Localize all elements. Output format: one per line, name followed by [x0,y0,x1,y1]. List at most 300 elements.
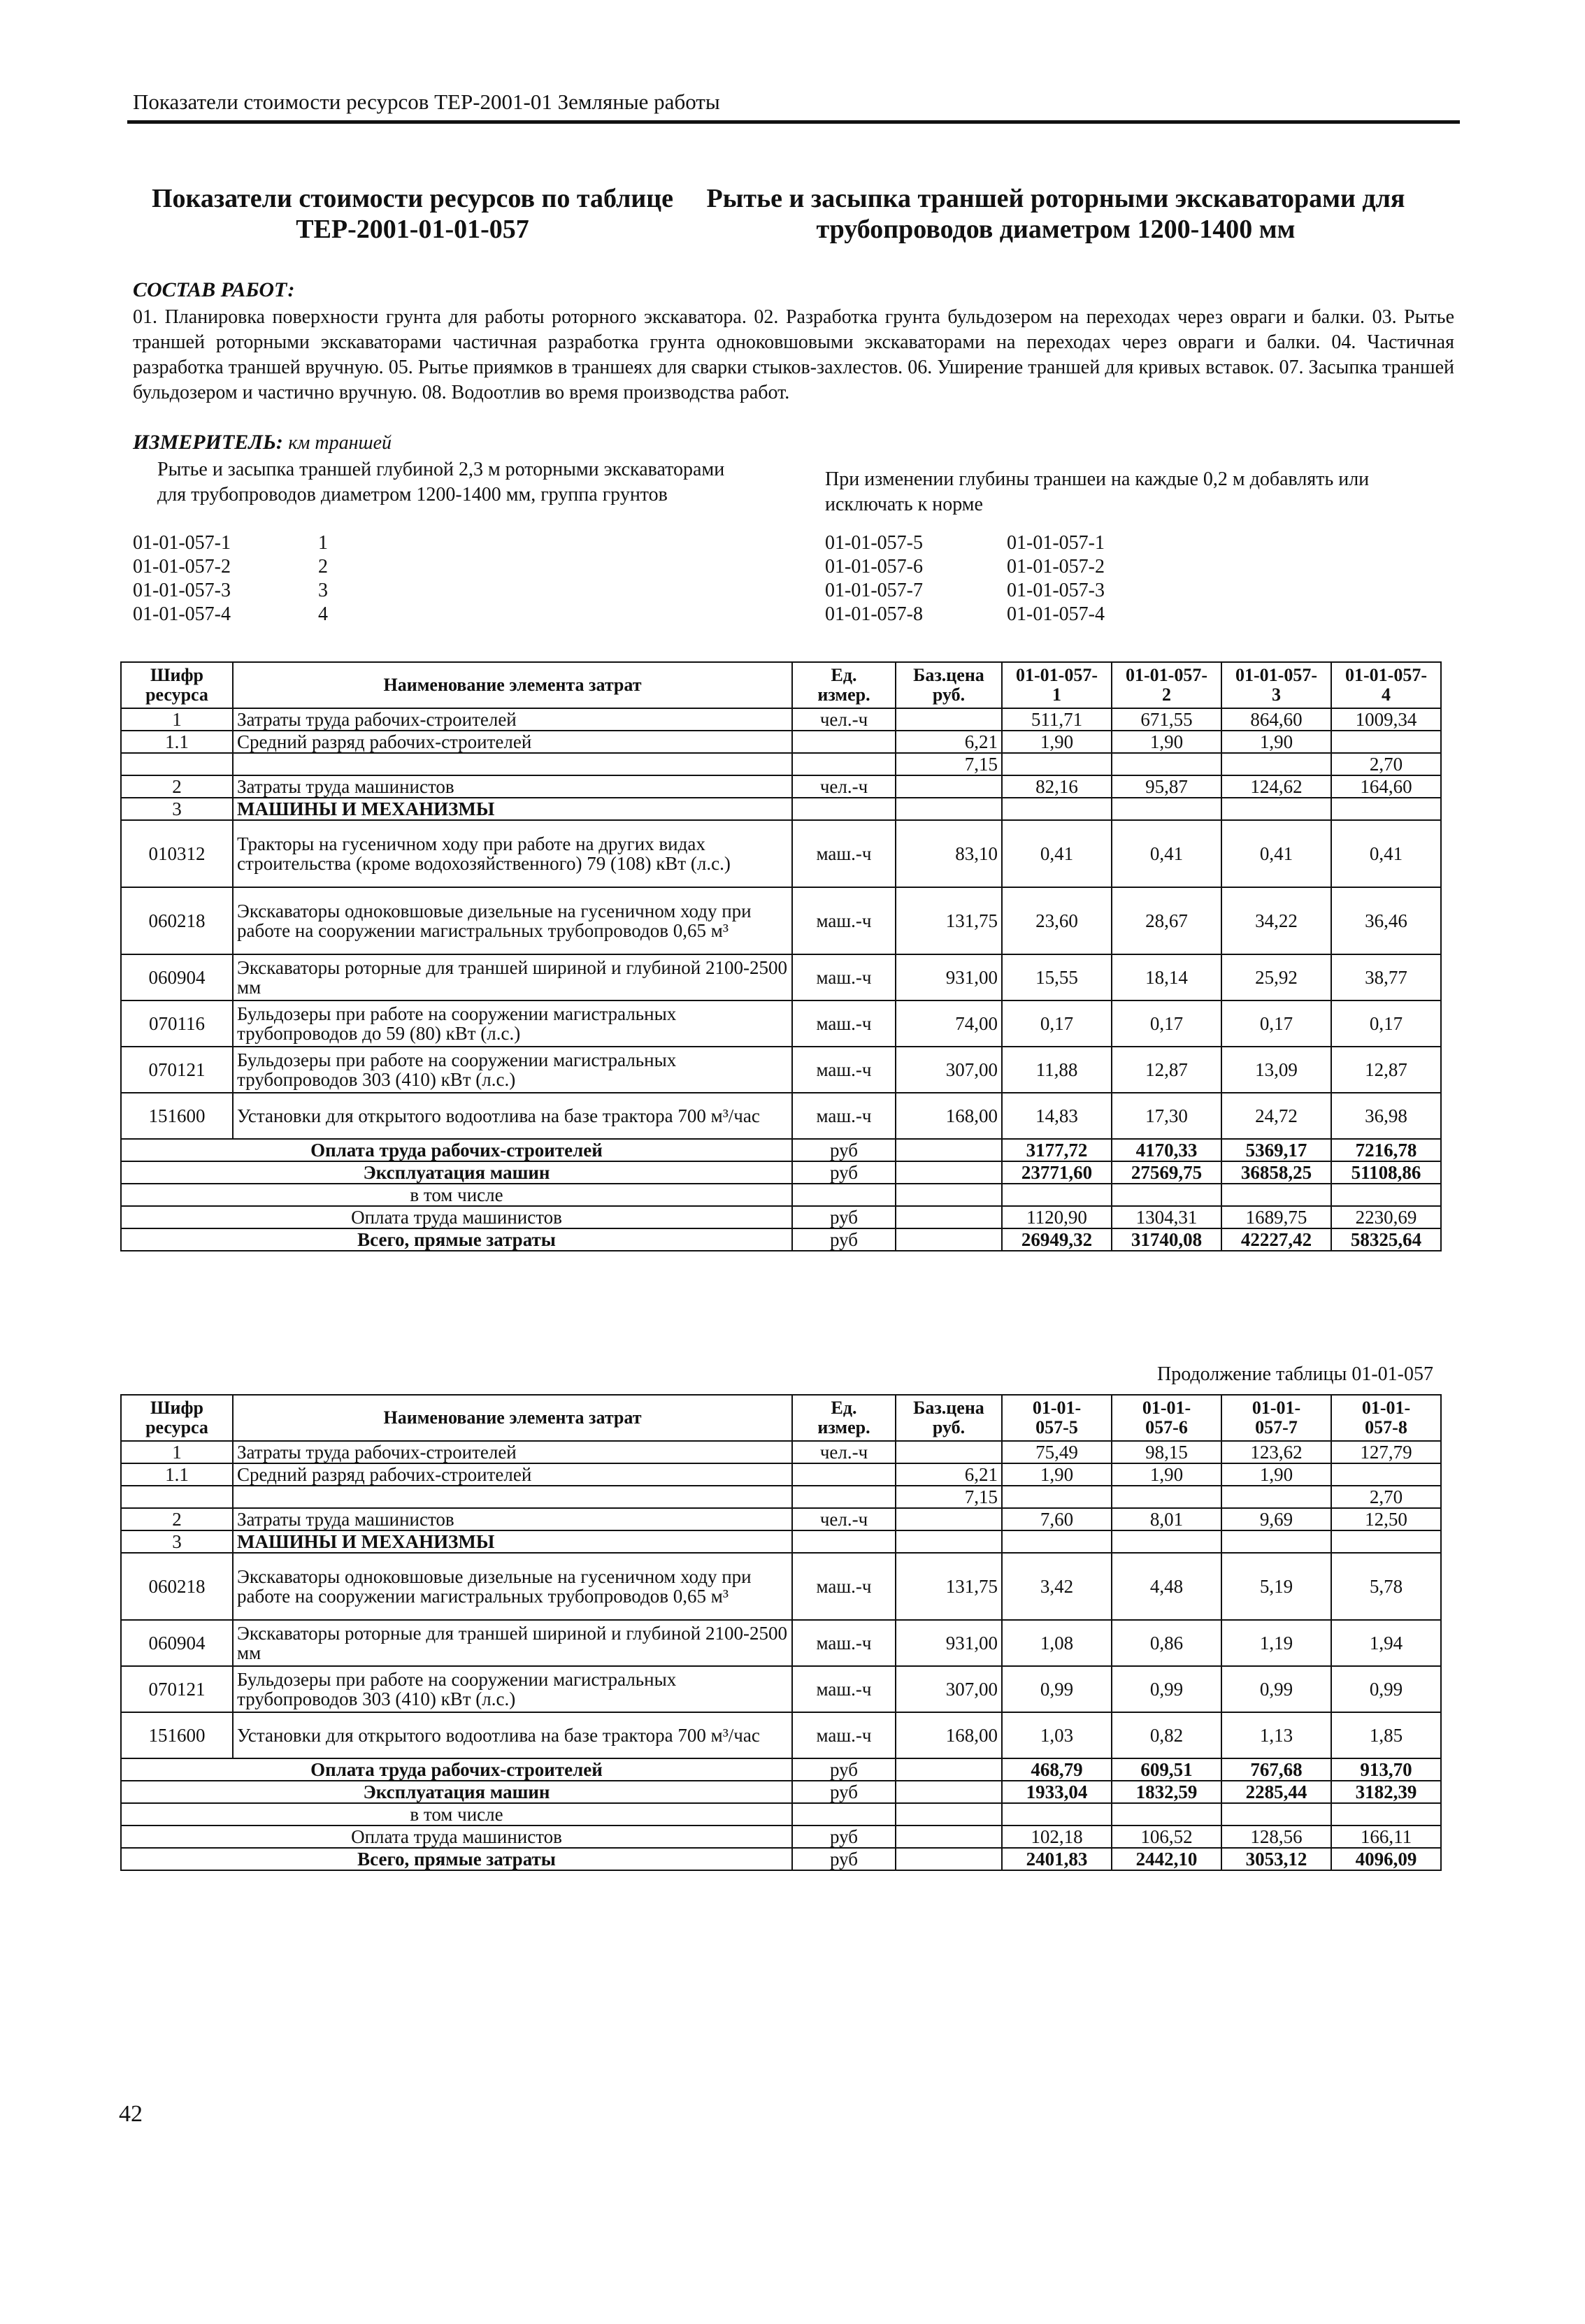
total-col-3: 2285,44 [1221,1781,1331,1803]
value-col-2: 1,90 [1112,731,1221,753]
value-col-4: 1009,34 [1331,708,1441,731]
total-label: Оплата труда рабочих-строителей [121,1139,792,1161]
total-col-3 [1221,1184,1331,1206]
header-col-line2: 4 [1382,684,1391,705]
value-col-4 [1331,798,1441,820]
total-row [121,1228,1441,1251]
value-col-1: 82,16 [1002,775,1112,798]
resource-code: 060218 [121,1553,233,1620]
base-price: 131,75 [896,1553,1002,1620]
base-price: 168,00 [896,1093,1002,1139]
value-col-3 [1221,1486,1331,1508]
unit: маш.-ч [792,820,896,887]
resource-name: Бульдозеры при работе на сооружении магистральных трубопроводов 303 (410) кВт (л.с.) [233,1047,792,1093]
total-col-1: 23771,60 [1002,1161,1112,1184]
header-col-line1: 01-01-057- [1126,665,1207,685]
value-col-3: 34,22 [1221,887,1331,954]
value-col-2: 0,17 [1112,1000,1221,1047]
table-row [121,731,1441,753]
total-row [121,1184,1441,1206]
header-price-line2: руб. [932,1417,966,1437]
resource-name: МАШИНЫ И МЕХАНИЗМЫ [233,1530,792,1553]
header-col-line1: 01-01-057- [1016,665,1098,685]
base-price: 307,00 [896,1666,1002,1712]
resource-code [121,1486,233,1508]
total-row [121,1826,1441,1848]
value-col-3: 13,09 [1221,1047,1331,1093]
resource-name: Затраты труда рабочих-строителей [233,708,792,731]
value-col-4: 38,77 [1331,954,1441,1000]
soil-group: 3 [318,580,328,601]
table-row [121,820,1441,887]
total-col-4: 166,11 [1331,1826,1441,1848]
value-col-2: 0,86 [1112,1620,1221,1666]
header-code [121,1395,233,1441]
header-name-line1: Наименование элемента затрат [383,675,642,695]
title-left: Показатели стоимости ресурсов по таблице ТЕР-2001-01-01-057 [151,184,674,244]
unit: маш.-ч [792,1620,896,1666]
code-row [825,603,1105,626]
total-col-3: 128,56 [1221,1826,1331,1848]
header-col-line2: 2 [1162,684,1171,705]
total-label: Оплата труда рабочих-строителей [121,1758,792,1781]
code: 01-01-057-6 [825,556,923,578]
value-col-3: 25,92 [1221,954,1331,1000]
value-col-3 [1221,798,1331,820]
resource-code: 060904 [121,1620,233,1666]
value-col-3: 0,17 [1221,1000,1331,1047]
value-col-3: 1,90 [1221,731,1331,753]
value-col-1: 1,90 [1002,731,1112,753]
value-col-3: 123,62 [1221,1441,1331,1463]
resource-code: 3 [121,1530,233,1553]
base-price [896,1530,1002,1553]
header-col-line1: 01-01- [1142,1398,1191,1418]
value-col-2: 0,41 [1112,820,1221,887]
value-col-4: 127,79 [1331,1441,1441,1463]
resource-name: Затраты труда машинистов [233,1508,792,1530]
table-row [121,1486,1441,1508]
total-row [121,1758,1441,1781]
base-price: 931,00 [896,1620,1002,1666]
value-col-4: 2,70 [1331,1486,1441,1508]
value-col-2: 98,15 [1112,1441,1221,1463]
table-row [121,1508,1441,1530]
header-unit-line1: Ед. [831,1398,857,1418]
unit [792,1463,896,1486]
total-col-2 [1112,1803,1221,1826]
total-label: Оплата труда машинистов [121,1826,792,1848]
works-text: 01. Планировка поверхности грунта для работы роторного экскаватора. 02. Разработка грунта бульдозером на переходах через овраги и балки. 03. Рытье траншей роторными экскаваторами частичная разработка грунта одноковшовыми экскаваторами на переходах через овраги и балки. 04. Частичная разработка траншей вручную. 05. Рытье приямков в траншеях для сварки стыков-захлестов. 06. Уширение траншей для кривых вставок. 07. Засыпка траншей бульдозером и частично вручную. 08. Водоотлив во время производства работ. [133,306,1454,403]
value-col-1: 11,88 [1002,1047,1112,1093]
total-col-1 [1002,1184,1112,1206]
header-code-line1: Шифр [150,1398,203,1418]
header-col-3 [1221,662,1331,708]
description-left: Рытье и засыпка траншей глубиной 2,3 м роторными экскаваторами для трубопроводов диаметром 1200-1400 мм, группа грунтов [157,459,725,505]
base-price: 6,21 [896,731,1002,753]
table-row [121,1047,1441,1093]
resource-code: 1 [121,708,233,731]
base-code: 01-01-057-1 [1007,532,1105,554]
header-col-4 [1331,662,1441,708]
unit: маш.-ч [792,1093,896,1139]
value-col-3: 5,19 [1221,1553,1331,1620]
unit: маш.-ч [792,954,896,1000]
unit [792,798,896,820]
total-col-4: 3182,39 [1331,1781,1441,1803]
resource-name: Затраты труда рабочих-строителей [233,1441,792,1463]
resource-code: 3 [121,798,233,820]
table-row [121,1530,1441,1553]
header-col-line1: 01-01-057- [1235,665,1317,685]
value-col-4: 0,17 [1331,1000,1441,1047]
header-col-line2: 057-7 [1255,1417,1298,1437]
value-col-3: 9,69 [1221,1508,1331,1530]
unit: чел.-ч [792,708,896,731]
total-unit: руб [792,1228,896,1251]
resource-code [121,753,233,775]
soil-group: 1 [318,532,328,554]
value-col-2 [1112,798,1221,820]
meter-label: ИЗМЕРИТЕЛЬ: [133,431,283,454]
value-col-3: 1,13 [1221,1712,1331,1758]
header-col-3 [1221,1395,1331,1441]
total-col-2 [1112,1184,1221,1206]
base-price: 307,00 [896,1047,1002,1093]
header-code-line2: ресурса [145,684,208,705]
total-unit: руб [792,1758,896,1781]
value-col-1: 0,41 [1002,820,1112,887]
total-col-1: 3177,72 [1002,1139,1112,1161]
value-col-3: 1,90 [1221,1463,1331,1486]
value-col-1: 23,60 [1002,887,1112,954]
resource-table-2 [120,1394,1442,1871]
header-col-2 [1112,662,1221,708]
total-price [896,1161,1002,1184]
value-col-3: 0,99 [1221,1666,1331,1712]
header-col-2 [1112,1395,1221,1441]
resource-code: 060904 [121,954,233,1000]
header-col-line2: 3 [1272,684,1281,705]
code: 01-01-057-5 [825,532,923,554]
base-price [896,775,1002,798]
base-price [896,1508,1002,1530]
value-col-1 [1002,1530,1112,1553]
value-col-3: 0,41 [1221,820,1331,887]
value-col-1: 15,55 [1002,954,1112,1000]
continuation-note: Продолжение таблицы 01-01-057 [1156,1363,1433,1385]
header-col-1 [1002,1395,1112,1441]
value-col-3 [1221,1530,1331,1553]
header-unit [792,1395,896,1441]
table-row [121,1712,1441,1758]
total-row [121,1848,1441,1870]
code-row [133,531,328,555]
base-price: 7,15 [896,753,1002,775]
resource-name: Установки для открытого водоотлива на базе трактора 700 м³/час [233,1093,792,1139]
total-col-4 [1331,1803,1441,1826]
total-col-2: 27569,75 [1112,1161,1221,1184]
total-col-3: 3053,12 [1221,1848,1331,1870]
header-col-line1: 01-01-057- [1345,665,1427,685]
value-col-4 [1331,731,1441,753]
unit: маш.-ч [792,1666,896,1712]
total-label: в том числе [121,1184,792,1206]
header-price [896,662,1002,708]
title-right: Рытье и засыпка траншей роторными экскаваторами для трубопроводов диаметром 1200-1400 мм [706,184,1405,244]
unit: чел.-ч [792,1441,896,1463]
resource-code: 1.1 [121,731,233,753]
code: 01-01-057-7 [825,580,923,601]
value-col-4: 164,60 [1331,775,1441,798]
total-col-3: 36858,25 [1221,1161,1331,1184]
codes-left [133,531,328,626]
total-col-1: 102,18 [1002,1826,1112,1848]
total-col-4 [1331,1184,1441,1206]
resource-name: МАШИНЫ И МЕХАНИЗМЫ [233,798,792,820]
total-price [896,1781,1002,1803]
value-col-3 [1221,753,1331,775]
header-rule [127,120,1460,124]
resource-code: 060218 [121,887,233,954]
total-col-3: 767,68 [1221,1758,1331,1781]
table-row [121,1620,1441,1666]
running-header: Показатели стоимости ресурсов ТЕР-2001-01 Земляные работы [133,89,720,114]
total-label: Эксплуатация машин [121,1161,792,1184]
value-col-2: 1,90 [1112,1463,1221,1486]
total-row [121,1781,1441,1803]
value-col-1: 75,49 [1002,1441,1112,1463]
total-col-3: 1689,75 [1221,1206,1331,1228]
resource-code: 151600 [121,1712,233,1758]
value-col-3: 124,62 [1221,775,1331,798]
value-col-4 [1331,1530,1441,1553]
value-col-2: 0,82 [1112,1712,1221,1758]
resource-code: 1.1 [121,1463,233,1486]
resource-name: Экскаваторы одноковшовые дизельные на гусеничном ходу при работе на сооружении магистральных трубопроводов 0,65 м³ [233,1553,792,1620]
value-col-4: 0,99 [1331,1666,1441,1712]
value-col-4: 0,41 [1331,820,1441,887]
resource-name: Экскаваторы одноковшовые дизельные на гусеничном ходу при работе на сооружении магистральных трубопроводов 0,65 м³ [233,887,792,954]
header-price [896,1395,1002,1441]
header-col-1 [1002,662,1112,708]
value-col-2: 4,48 [1112,1553,1221,1620]
value-col-1: 14,83 [1002,1093,1112,1139]
total-price [896,1803,1002,1826]
total-col-1: 1120,90 [1002,1206,1112,1228]
resource-name: Тракторы на гусеничном ходу при работе на других видах строительства (кроме водохозяйственного) 79 (108) кВт (л.с.) [233,820,792,887]
total-price [896,1848,1002,1870]
table-row [121,1463,1441,1486]
resource-name: Бульдозеры при работе на сооружении магистральных трубопроводов до 59 (80) кВт (л.с.) [233,1000,792,1047]
value-col-1: 3,42 [1002,1553,1112,1620]
value-col-1: 0,99 [1002,1666,1112,1712]
total-label: Всего, прямые затраты [121,1228,792,1251]
unit: маш.-ч [792,1047,896,1093]
total-unit: руб [792,1161,896,1184]
resource-code: 151600 [121,1093,233,1139]
table-row [121,887,1441,954]
header-col-line1: 01-01- [1251,1398,1301,1418]
total-col-4: 58325,64 [1331,1228,1441,1251]
base-price: 74,00 [896,1000,1002,1047]
value-col-4: 2,70 [1331,753,1441,775]
total-unit [792,1184,896,1206]
resource-name: Средний разряд рабочих-строителей [233,731,792,753]
value-col-1 [1002,798,1112,820]
total-col-3: 42227,42 [1221,1228,1331,1251]
total-col-4: 51108,86 [1331,1161,1441,1184]
meter-value: км траншей [288,432,392,454]
total-unit: руб [792,1139,896,1161]
code: 01-01-057-1 [133,532,231,554]
resource-code: 010312 [121,820,233,887]
value-col-2: 12,87 [1112,1047,1221,1093]
value-col-4 [1331,1463,1441,1486]
value-col-4: 12,87 [1331,1047,1441,1093]
base-code: 01-01-057-2 [1007,556,1105,578]
total-col-2: 31740,08 [1112,1228,1221,1251]
table-row [121,753,1441,775]
base-price: 931,00 [896,954,1002,1000]
total-col-2: 1304,31 [1112,1206,1221,1228]
meter-line [133,431,392,454]
table-row [121,1666,1441,1712]
value-col-1: 7,60 [1002,1508,1112,1530]
value-col-2: 28,67 [1112,887,1221,954]
resource-name: Установки для открытого водоотлива на базе трактора 700 м³/час [233,1712,792,1758]
header-unit-line2: измер. [817,684,870,705]
code: 01-01-057-4 [133,603,231,625]
codes-right [825,531,1105,626]
total-col-1: 468,79 [1002,1758,1112,1781]
header-name [233,662,792,708]
table-row [121,708,1441,731]
table-row [121,1000,1441,1047]
unit: маш.-ч [792,1553,896,1620]
total-col-2: 4170,33 [1112,1139,1221,1161]
resource-code: 2 [121,775,233,798]
resource-table-1 [120,661,1442,1251]
header-name-line1: Наименование элемента затрат [383,1407,642,1428]
total-row [121,1206,1441,1228]
total-col-3 [1221,1803,1331,1826]
value-col-2 [1112,753,1221,775]
header-code-line2: ресурса [145,1417,208,1437]
resource-code: 2 [121,1508,233,1530]
header-price-line1: Баз.цена [913,665,984,685]
resource-name: Экскаваторы роторные для траншей шириной и глубиной 2100-2500 мм [233,954,792,1000]
unit: чел.-ч [792,775,896,798]
resource-code: 070121 [121,1666,233,1712]
value-col-2 [1112,1486,1221,1508]
code-row [825,555,1105,579]
value-col-1: 1,08 [1002,1620,1112,1666]
unit: маш.-ч [792,1712,896,1758]
total-col-1: 2401,83 [1002,1848,1112,1870]
code-row [133,603,328,626]
code-row [133,555,328,579]
total-label: Оплата труда машинистов [121,1206,792,1228]
resource-name: Бульдозеры при работе на сооружении магистральных трубопроводов 303 (410) кВт (л.с.) [233,1666,792,1712]
code: 01-01-057-2 [133,556,231,578]
total-row [121,1139,1441,1161]
header-col-line1: 01-01- [1361,1398,1411,1418]
header-col-line2: 057-5 [1035,1417,1078,1437]
value-col-4: 12,50 [1331,1508,1441,1530]
resource-name: Средний разряд рабочих-строителей [233,1463,792,1486]
table-row [121,1553,1441,1620]
header-code [121,662,233,708]
unit [792,1486,896,1508]
base-price [896,798,1002,820]
resource-name: Экскаваторы роторные для траншей шириной и глубиной 2100-2500 мм [233,1620,792,1666]
value-col-3: 1,19 [1221,1620,1331,1666]
header-price-line1: Баз.цена [913,1398,984,1418]
code-row [825,531,1105,555]
soil-group: 2 [318,556,328,578]
works-label: СОСТАВ РАБОТ: [133,278,295,301]
code: 01-01-057-8 [825,603,923,625]
total-label: в том числе [121,1803,792,1826]
header-price-line2: руб. [932,684,966,705]
table-row [121,775,1441,798]
header-unit [792,662,896,708]
value-col-4: 36,46 [1331,887,1441,954]
resource-name [233,753,792,775]
table-row [121,1093,1441,1139]
total-unit [792,1803,896,1826]
resource-code: 070116 [121,1000,233,1047]
code: 01-01-057-3 [133,580,231,601]
value-col-1: 1,03 [1002,1712,1112,1758]
unit: чел.-ч [792,1508,896,1530]
unit: маш.-ч [792,1000,896,1047]
resource-name [233,1486,792,1508]
total-price [896,1826,1002,1848]
total-label: Эксплуатация машин [121,1781,792,1803]
header-unit-line2: измер. [817,1417,870,1437]
total-row [121,1161,1441,1184]
value-col-4: 1,94 [1331,1620,1441,1666]
value-col-1: 0,17 [1002,1000,1112,1047]
total-label: Всего, прямые затраты [121,1848,792,1870]
total-col-4: 4096,09 [1331,1848,1441,1870]
base-price [896,708,1002,731]
value-col-3: 864,60 [1221,708,1331,731]
base-price: 131,75 [896,887,1002,954]
unit [792,731,896,753]
header-col-4 [1331,1395,1441,1441]
base-price [896,1441,1002,1463]
value-col-1: 511,71 [1002,708,1112,731]
value-col-2 [1112,1530,1221,1553]
value-col-2: 17,30 [1112,1093,1221,1139]
header-col-line2: 057-8 [1365,1417,1407,1437]
value-col-1 [1002,753,1112,775]
total-col-1: 26949,32 [1002,1228,1112,1251]
value-col-2: 8,01 [1112,1508,1221,1530]
table-row [121,798,1441,820]
value-col-3: 24,72 [1221,1093,1331,1139]
resource-code: 070121 [121,1047,233,1093]
value-col-2: 95,87 [1112,775,1221,798]
resource-name: Затраты труда машинистов [233,775,792,798]
value-col-1 [1002,1486,1112,1508]
total-price [896,1228,1002,1251]
total-unit: руб [792,1206,896,1228]
total-row [121,1803,1441,1826]
